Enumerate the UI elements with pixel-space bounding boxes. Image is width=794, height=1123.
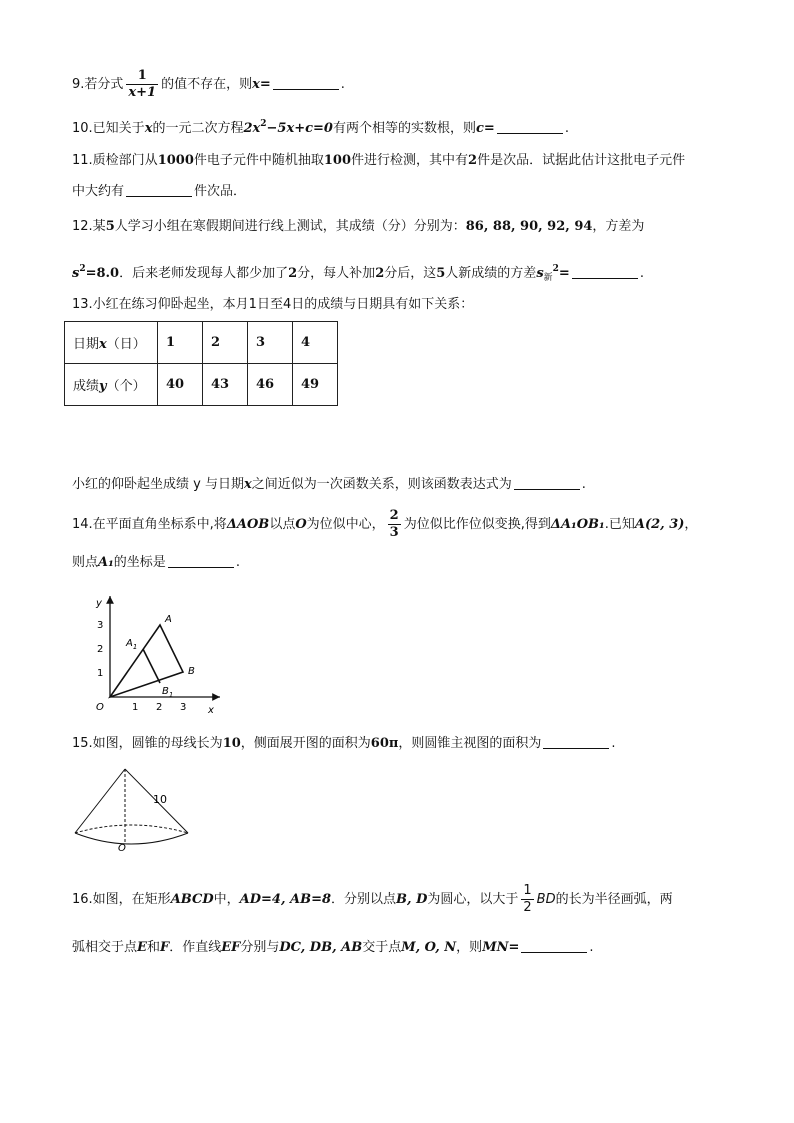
slant-label: 10: [153, 793, 167, 806]
q10-eq-a: 2x: [243, 121, 261, 136]
q16-text-e: 的长为半径画弧，两: [555, 892, 673, 907]
q12-text-c: ，方差为: [592, 219, 645, 234]
table-cell: 49: [293, 364, 338, 406]
q15-mid: ，侧面展开图的面积为: [240, 736, 371, 751]
q14-text-d: 为位似比作位似变换,得到: [403, 517, 551, 532]
q9-answer-blank[interactable]: [273, 75, 339, 90]
q16-eq: =: [508, 940, 520, 955]
q14-text-a: 14.在平面直角坐标系中,将: [72, 517, 227, 532]
q14-text-h: 的坐标是: [113, 555, 166, 570]
b1-sub: 1: [168, 691, 174, 699]
q10-mid: 的一元二次方程: [152, 121, 244, 136]
row1-label-a: 日期: [73, 337, 100, 352]
y-tick-label: 1: [97, 668, 104, 679]
q16-end: .: [589, 940, 594, 955]
q15-suffix: ，则圆锥主视图的面积为: [398, 736, 542, 751]
triangle-aob: [110, 625, 183, 697]
table-cell: 46: [248, 364, 293, 406]
q14-coordinate-figure: [88, 590, 228, 720]
table-header-cell: [65, 322, 158, 364]
q9-prefix: 9.若分式: [72, 77, 124, 92]
q16-ef: EF: [221, 940, 241, 955]
q11-text-e: 中大约有: [72, 184, 125, 199]
q13-end: .: [581, 477, 586, 492]
q16-text-d: 为圆心，以大于: [427, 892, 519, 907]
table-header-cell: [65, 364, 158, 406]
q12-scores: 86, 88, 90, 92, 94: [465, 219, 593, 234]
q12-n1: 5: [105, 219, 115, 234]
q10-eq: =: [483, 121, 495, 136]
q14-frac-num: 2: [389, 508, 399, 523]
q9-end: .: [340, 77, 345, 92]
q16-answer-blank[interactable]: [521, 938, 587, 953]
question-15: [72, 733, 616, 755]
row2-var: y: [99, 379, 107, 394]
table-cell: 2: [203, 322, 248, 364]
point-a1-label: [125, 638, 137, 651]
q10-var: x: [144, 121, 153, 136]
q12-text-e: 分，每人补加: [297, 266, 376, 281]
q9-var: x: [252, 77, 260, 92]
y-axis-label: y: [96, 598, 102, 609]
table-cell: 4: [293, 322, 338, 364]
row2-label-a: 成绩: [73, 379, 100, 394]
x-tick-label: 3: [180, 702, 187, 713]
q16-mn: MN: [482, 940, 509, 955]
q15-end: .: [611, 736, 616, 751]
q13-answer-blank[interactable]: [514, 475, 580, 490]
row1-label-b: （日）: [106, 337, 146, 352]
q14-tri: ΔAOB: [226, 517, 270, 532]
question-16-line1: [72, 883, 673, 916]
q9-suffix: 的值不存在，则: [161, 77, 253, 92]
q16-mon: M, O, N: [401, 940, 457, 955]
question-14-line1: [72, 508, 697, 541]
q11-text-a: 11.质检部门从: [72, 153, 158, 168]
q10-eq-b: −5x+c=0: [266, 121, 333, 136]
q16-fraction: [521, 883, 533, 916]
q14-text-f: ，: [684, 517, 698, 532]
row2-label-b: （个）: [106, 379, 146, 394]
center-label: O: [118, 843, 126, 854]
q10-prefix: 10.已知关于: [72, 121, 145, 136]
q16-text-b: 中，: [213, 892, 240, 907]
q9-eq: =: [259, 77, 271, 92]
cone-left-edge: [75, 769, 125, 833]
table-row: [65, 322, 338, 364]
question-10: [72, 113, 569, 140]
segment-a1b1: [143, 649, 160, 683]
q14-fraction: [388, 508, 401, 541]
q16-bd: BD: [536, 892, 556, 907]
q16-text-g: 和: [146, 940, 160, 955]
q12-text-d: ．后来老师发现每人都少加了: [119, 266, 289, 281]
q12-text-a: 12.某: [72, 219, 106, 234]
q14-pt2: A₁: [98, 555, 114, 570]
cone-base-back: [75, 825, 188, 833]
q16-text-f: 弧相交于点: [72, 940, 138, 955]
q16-text-a: 16.如图，在矩形: [72, 892, 171, 907]
q10-eq-sup: 2: [260, 119, 267, 129]
q12-s-val: =8.0: [85, 266, 120, 281]
question-11-line1: [72, 150, 685, 172]
q12-answer-blank[interactable]: [572, 264, 638, 279]
q12-text-g: 人新成绩的方差: [445, 266, 537, 281]
cone-base-front: [75, 833, 188, 844]
table-cell: 1: [158, 322, 203, 364]
q11-answer-blank[interactable]: [126, 182, 192, 197]
q16-text-k: ，则: [456, 940, 483, 955]
q16-rect: ABCD: [170, 892, 214, 907]
q16-text-h: ．作直线: [169, 940, 222, 955]
q12-n4: 5: [436, 266, 446, 281]
row1-var: x: [99, 337, 107, 352]
y-tick-label: 3: [97, 620, 104, 631]
question-9: [72, 68, 345, 101]
q9-frac-num: 1: [126, 68, 158, 85]
q13-table: [64, 321, 338, 406]
q12-text-f: 分后，这: [384, 266, 437, 281]
q11-text-d: 件是次品．试据此估计这批电子元件: [477, 153, 686, 168]
q11-n3: 2: [468, 153, 478, 168]
q13-after-a: 小红的仰卧起坐成绩 y 与日期: [72, 477, 244, 492]
origin-label: O: [96, 702, 104, 713]
q13-intro: 13.小红在练习仰卧起坐，本月1日至4日的成绩与日期具有如下关系：: [72, 297, 474, 312]
a1-sub: 1: [132, 643, 138, 651]
x-tick-label: 1: [132, 702, 139, 713]
q12-s-new-sup: 2: [552, 264, 559, 274]
question-16-line2: [72, 937, 594, 959]
x-tick-label: 2: [156, 702, 163, 713]
q15-prefix: 15.如图，圆锥的母线长为: [72, 736, 223, 751]
q15-cone-figure: [70, 765, 200, 857]
q14-end: .: [235, 555, 240, 570]
q12-s-new: s: [536, 266, 544, 281]
q16-text-i: 分别与: [240, 940, 280, 955]
q11-n2: 100: [323, 153, 352, 168]
x-axis-label: x: [208, 705, 214, 716]
q16-pts: B, D: [396, 892, 428, 907]
q10-var2: c: [475, 121, 484, 136]
q14-text-b: 以点: [269, 517, 296, 532]
question-13-after: [72, 474, 586, 496]
a1-main: A: [126, 638, 133, 649]
table-cell: 40: [158, 364, 203, 406]
q10-suffix: 有两个相等的实数根，则: [332, 121, 476, 136]
q16-text-j: 交于点: [362, 940, 402, 955]
table-cell: 3: [248, 322, 293, 364]
q14-pt: A(2, 3): [634, 517, 685, 532]
q13-after-var: x: [243, 477, 252, 492]
q16-e: E: [137, 940, 147, 955]
y-tick-label: 2: [97, 644, 104, 655]
q11-text-c: 件进行检测，其中有: [351, 153, 469, 168]
question-14-line2: [72, 552, 240, 574]
q9-frac-den: x+1: [128, 85, 157, 100]
q12-s-new-sub: 新: [543, 273, 553, 283]
question-12-line1: [72, 216, 644, 238]
point-b-label: B: [188, 666, 195, 677]
q13-after-b: 之间近似为一次函数关系，则该函数表达式为: [251, 477, 512, 492]
q16-frac-num: 1: [523, 883, 532, 898]
q10-end: .: [564, 121, 569, 136]
q14-answer-blank[interactable]: [168, 553, 234, 568]
q16-f: F: [159, 940, 170, 955]
question-11-line2: [72, 181, 246, 203]
table-cell: 43: [203, 364, 248, 406]
table-row: [65, 364, 338, 406]
q12-eq: =: [558, 266, 570, 281]
q16-cond: AD=4, AB=8: [239, 892, 332, 907]
q14-tri2: ΔA₁OB₁: [550, 517, 605, 532]
q15-n2: 60π: [370, 736, 399, 751]
q10-answer-blank[interactable]: [497, 119, 563, 134]
b1-main: B: [162, 686, 169, 697]
q12-s-var: s: [72, 266, 80, 281]
q16-lines: DC, DB, AB: [279, 940, 363, 955]
q9-fraction: [126, 68, 158, 101]
q14-text-g: 则点: [72, 555, 99, 570]
q15-answer-blank[interactable]: [543, 734, 609, 749]
point-a-label: A: [165, 614, 172, 625]
question-13-intro: [72, 294, 473, 316]
q12-end: .: [639, 266, 644, 281]
q14-o: O: [295, 517, 307, 532]
q11-text-f: 件次品．: [194, 184, 247, 199]
q14-frac-den: 3: [389, 525, 399, 540]
q12-s-sup: 2: [79, 264, 86, 274]
q12-n2: 2: [288, 266, 298, 281]
q15-n1: 10: [222, 736, 241, 751]
q11-text-b: 件电子元件中随机抽取: [193, 153, 324, 168]
q14-text-c: 为位似中心，: [306, 517, 385, 532]
question-12-line2: [72, 258, 644, 289]
q11-n1: 1000: [157, 153, 194, 168]
q12-text-b: 人学习小组在寒假期间进行线上测试，其成绩（分）分别为：: [114, 219, 466, 234]
q14-text-e: .已知: [604, 517, 635, 532]
q16-frac-den: 2: [523, 900, 532, 915]
q12-n3: 2: [375, 266, 385, 281]
q16-text-c: ．分别以点: [331, 892, 397, 907]
